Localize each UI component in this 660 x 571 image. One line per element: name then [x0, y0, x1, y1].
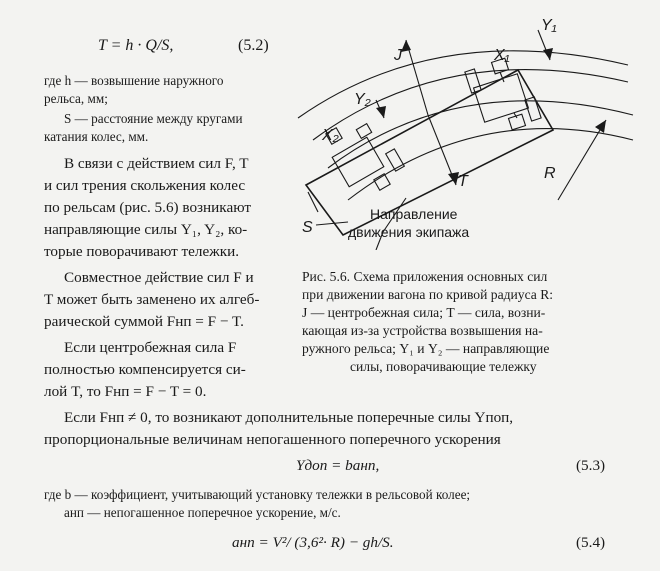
text-line: лой T, то Fнп = F − T = 0. — [44, 383, 207, 400]
direction-label-line1: Направление — [370, 206, 458, 222]
formula-5-2: T = h · Q/S, — [98, 37, 174, 54]
label-R: R — [544, 165, 556, 182]
formula-5-3: Yдоп = baнп, — [296, 457, 380, 474]
label-J: J — [394, 47, 402, 64]
label-Y2: Y₂ — [354, 91, 371, 108]
bogie-front — [465, 58, 541, 130]
text-line: по рельсам (рис. 5.6) возникают — [44, 199, 251, 216]
label-S: S — [302, 219, 313, 236]
text-line: раической суммой Fнп = F − T. — [44, 313, 244, 330]
label-T: T — [458, 173, 468, 190]
equation-number-5-4: (5.4) — [576, 534, 606, 551]
text-line: катания колес, мм. — [44, 129, 149, 144]
text-line: пропорциональные величинам непогашенного поперечного ускорения — [44, 431, 501, 448]
text-line: В связи с действием сил F, T — [64, 155, 249, 172]
text-line: и сил трения скольжения колес — [44, 177, 246, 194]
text-line: где h — возвышение наружного — [44, 73, 224, 88]
text-line: где b — коэффициент, учитывающий установку тележки в рельсовой колее; — [44, 487, 471, 502]
caption-line: кающая из-за устройства возвышения на- — [302, 323, 543, 338]
text-line: Если центробежная сила F — [64, 339, 237, 356]
formula-5-4: aнп = V²/ (3,6²· R) − gh/S. — [232, 534, 394, 551]
caption-line: при движении вагона по кривой радиуса R: — [302, 287, 554, 302]
text-line: S — расстояние между кругами — [64, 111, 243, 126]
label-X2: X₂ — [322, 127, 339, 144]
label-Y1: Y₁ — [541, 17, 557, 34]
caption-line: ружного рельса; Y₁ и Y₂ — направляющие — [302, 341, 550, 356]
caption-line: Рис. 5.6. Схема приложения основных сил — [302, 269, 548, 284]
text-line: aнп — непогашенное поперечное ускорение, м/с. — [64, 505, 341, 520]
rail-outer — [298, 51, 628, 118]
label-X1: X₁ — [494, 47, 510, 64]
arrow-R — [558, 120, 606, 200]
text-line: направляющие силы Y₁, Y₂, ко- — [44, 221, 248, 238]
text-line: T может быть заменено их алгеб- — [44, 291, 260, 308]
text-line: полностью компенсируется си- — [44, 361, 246, 378]
text-line: Совместное действие сил F и — [64, 269, 254, 286]
text-line: торые поворачивают тележки. — [44, 243, 240, 260]
figure-force-diagram — [288, 0, 638, 250]
caption-line: J — центробежная сила; T — сила, возни- — [302, 305, 546, 320]
caption-line: силы, поворачивающие тележку — [350, 359, 537, 374]
direction-label-line2: движения экипажа — [348, 224, 470, 240]
text-line: рельса, мм; — [44, 91, 108, 106]
equation-number-5-2: (5.2) — [238, 37, 269, 54]
arrow-J — [406, 40, 428, 115]
text-line: Если Fнп ≠ 0, то возникают дополнительные поперечные силы Yпоп, — [64, 409, 514, 426]
equation-number-5-3: (5.3) — [576, 457, 606, 474]
